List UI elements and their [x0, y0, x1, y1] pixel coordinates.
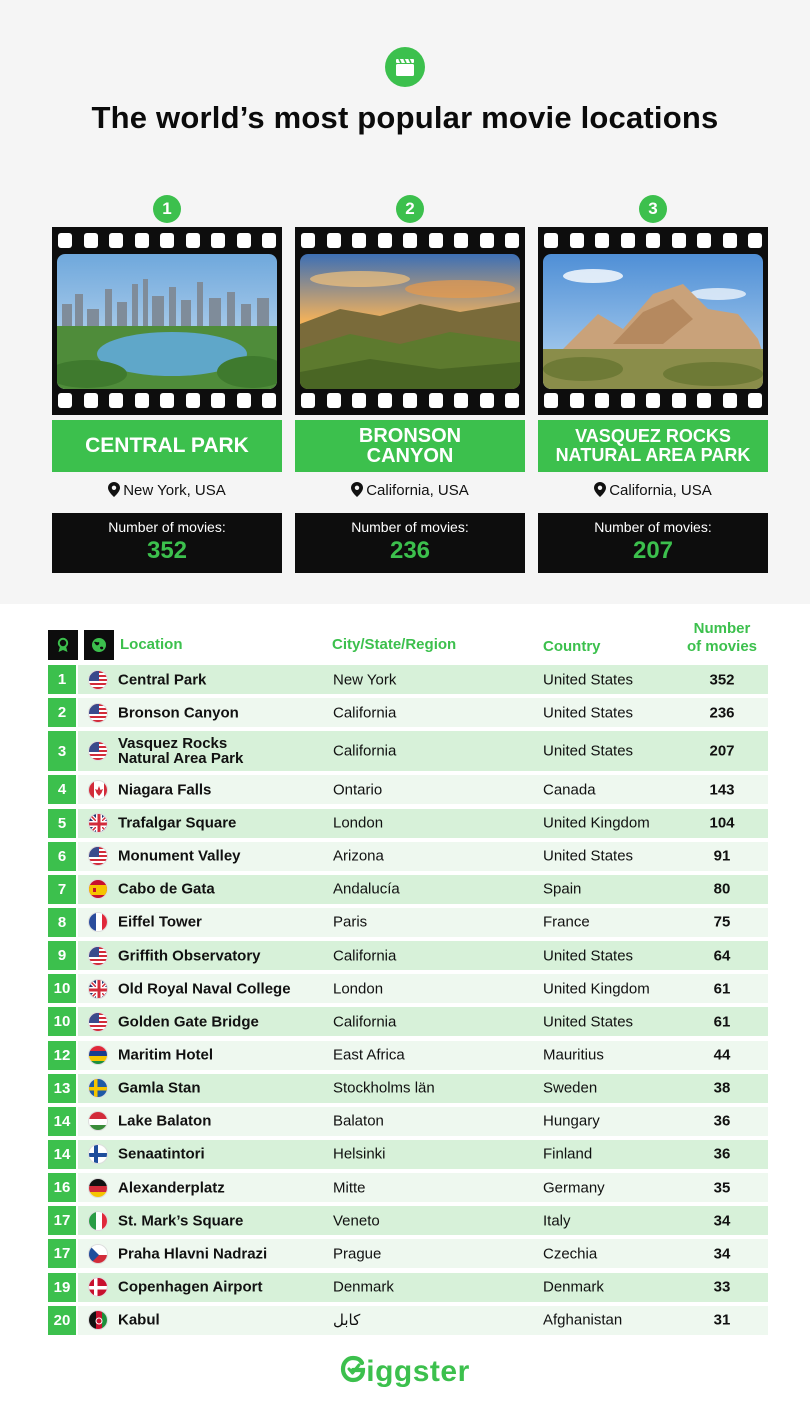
city-cell: Denmark — [333, 1278, 394, 1296]
location-name-line: Alexanderplatz — [118, 1179, 225, 1197]
city-cell: Paris — [333, 913, 368, 931]
location-name-line: Lake Balaton — [118, 1112, 212, 1130]
country-cell: United Kingdom — [543, 980, 650, 998]
table-row — [48, 1306, 768, 1335]
header-movies — [672, 620, 772, 656]
table-row — [48, 974, 768, 1003]
location-name-line: Eiffel Tower — [118, 913, 202, 931]
location-name-banner — [52, 420, 282, 472]
uk-flag-icon — [88, 813, 108, 833]
table-row — [48, 1074, 768, 1103]
rank-cell: 7 — [48, 875, 76, 904]
hungary-flag-icon — [88, 1111, 108, 1131]
location-name-line: Copenhagen Airport — [118, 1278, 263, 1296]
location-line — [538, 482, 768, 499]
count-value: 236 — [389, 537, 431, 564]
spain-flag-icon — [88, 879, 108, 899]
rank-cell: 14 — [48, 1107, 76, 1136]
us-flag-icon — [88, 1012, 108, 1032]
location-cell — [118, 981, 291, 996]
rank-cell: 8 — [48, 908, 76, 937]
location-cell — [118, 816, 236, 831]
table-header — [0, 618, 810, 662]
location-cell — [118, 1246, 267, 1261]
award-ribbon-icon — [48, 630, 78, 660]
rank-cell: 17 — [48, 1239, 76, 1268]
location-line — [295, 482, 525, 499]
movies-cell: 352 — [709, 671, 735, 688]
city-cell: California — [333, 704, 397, 722]
central-park-photo — [57, 254, 277, 389]
rank-cell: 10 — [48, 974, 76, 1003]
table-row — [48, 809, 768, 838]
rank-cell: 14 — [48, 1140, 76, 1169]
city-cell: Stockholms län — [333, 1079, 435, 1097]
czech-flag-icon — [88, 1244, 108, 1264]
movies-cell: 31 — [713, 1311, 731, 1329]
country-cell: United Kingdom — [543, 814, 650, 832]
location-name-line: Central Park — [118, 671, 207, 688]
movies-cell: 104 — [709, 814, 735, 832]
movies-cell: 207 — [709, 742, 735, 760]
country-cell: Mauritius — [543, 1046, 604, 1064]
count-value: 207 — [632, 537, 674, 564]
rank-cell: 6 — [48, 842, 76, 871]
location-name-line: Vasquez Rocks — [118, 735, 228, 753]
country-cell: Germany — [543, 1179, 605, 1197]
city-cell: East Africa — [333, 1046, 405, 1064]
movie-count-box — [52, 513, 282, 573]
city-cell: Andalucía — [333, 880, 400, 898]
location-cell — [118, 1048, 213, 1063]
uk-flag-icon — [88, 979, 108, 999]
location-name-line: Old Royal Naval College — [118, 980, 291, 998]
ranking-table — [48, 665, 768, 1339]
table-row — [48, 941, 768, 970]
location-cell — [118, 1147, 205, 1162]
table-row — [48, 908, 768, 937]
table-row — [48, 698, 768, 727]
location-line — [52, 482, 282, 499]
movies-cell: 35 — [713, 1179, 731, 1197]
location-name-line: CENTRAL PARK — [85, 434, 249, 457]
page-title: The world’s most popular movie locations — [91, 100, 719, 135]
location-text: California, USA — [609, 482, 712, 499]
country-cell: Denmark — [543, 1278, 604, 1296]
film-strip — [538, 227, 768, 415]
location-name-line: Cabo de Gata — [118, 880, 215, 898]
country-cell: United States — [543, 847, 634, 865]
movies-cell: 36 — [713, 1112, 731, 1130]
location-name-line: VASQUEZ ROCKS — [575, 426, 731, 446]
table-row — [48, 1206, 768, 1235]
country-cell: Italy — [543, 1212, 571, 1230]
rank-cell: 3 — [48, 731, 76, 771]
italy-flag-icon — [88, 1211, 108, 1231]
film-strip — [52, 227, 282, 415]
movie-count-box — [295, 513, 525, 573]
rank-cell: 16 — [48, 1173, 76, 1202]
bronson-canyon-photo — [300, 254, 520, 389]
location-name-line: Monument Valley — [118, 847, 241, 865]
rank-cell: 17 — [48, 1206, 76, 1235]
rank-cell: 10 — [48, 1007, 76, 1036]
us-flag-icon — [88, 946, 108, 966]
us-flag-icon — [88, 703, 108, 723]
header-country: Country — [543, 638, 601, 655]
table-row — [48, 775, 768, 804]
location-name-line: CANYON — [366, 445, 454, 467]
movies-cell: 61 — [713, 980, 731, 998]
location-name-line: Bronson Canyon — [118, 704, 239, 722]
rank-cell: 4 — [48, 775, 76, 804]
country-cell: Czechia — [543, 1245, 598, 1263]
city-cell: Veneto — [333, 1212, 380, 1230]
sweden-flag-icon — [88, 1078, 108, 1098]
table-row — [48, 1007, 768, 1036]
location-cell — [118, 1014, 259, 1029]
count-label: Number of movies: — [594, 519, 712, 535]
header-city: City/State/Region — [332, 636, 457, 653]
location-cell — [118, 1313, 160, 1328]
location-cell — [118, 705, 239, 720]
location-cell — [118, 782, 211, 797]
france-flag-icon — [88, 912, 108, 932]
location-name-line: BRONSON — [358, 425, 462, 447]
movies-cell: 143 — [709, 781, 735, 799]
location-name-line: Gamla Stan — [118, 1079, 201, 1097]
city-cell: Mitte — [333, 1179, 366, 1197]
table-row — [48, 1041, 768, 1070]
us-flag-icon — [88, 846, 108, 866]
location-cell — [118, 849, 241, 864]
location-cell — [118, 1180, 225, 1195]
movies-cell: 38 — [713, 1079, 731, 1097]
rank-badge: 2 — [396, 195, 424, 223]
rank-badge: 3 — [639, 195, 667, 223]
country-cell: Spain — [543, 880, 582, 898]
location-name-line: Griffith Observatory — [118, 947, 261, 965]
brand-logo — [0, 1355, 810, 1389]
header-movies-line: of movies — [686, 638, 758, 655]
map-pin-icon — [351, 482, 363, 497]
country-cell: Finland — [543, 1145, 593, 1163]
header-location: Location — [120, 636, 183, 653]
country-cell: Hungary — [543, 1112, 600, 1130]
denmark-flag-icon — [88, 1277, 108, 1297]
country-cell: Sweden — [543, 1079, 598, 1097]
table-row — [48, 1107, 768, 1136]
rank-badge: 1 — [153, 195, 181, 223]
country-cell: Afghanistan — [543, 1311, 623, 1329]
movies-cell: 80 — [713, 880, 731, 898]
location-name-line: Maritim Hotel — [118, 1046, 214, 1064]
location-name-line: Golden Gate Bridge — [118, 1013, 259, 1031]
country-cell: France — [543, 913, 590, 931]
brand-wordmark: iggster — [366, 1355, 470, 1388]
finland-flag-icon — [88, 1144, 108, 1164]
location-name-banner — [295, 420, 525, 472]
country-cell: United States — [543, 742, 634, 760]
country-cell: United States — [543, 671, 634, 688]
rank-cell: 9 — [48, 941, 76, 970]
afghanistan-flag-icon — [88, 1310, 108, 1330]
location-name-line: NATURAL AREA PARK — [555, 445, 751, 465]
rank-cell: 5 — [48, 809, 76, 838]
giggster-g-icon — [340, 1355, 366, 1385]
location-cell — [118, 948, 261, 963]
movies-cell: 33 — [713, 1278, 731, 1296]
city-cell: Balaton — [333, 1112, 384, 1130]
count-label: Number of movies: — [108, 519, 226, 535]
location-cell — [118, 1213, 243, 1228]
location-cell — [118, 1280, 262, 1295]
film-strip — [295, 227, 525, 415]
location-cell — [118, 1081, 201, 1096]
map-pin-icon — [108, 482, 120, 497]
location-text: New York, USA — [123, 482, 226, 499]
us-flag-icon — [88, 741, 108, 761]
movies-cell: 236 — [709, 704, 735, 722]
city-cell: Ontario — [333, 781, 383, 799]
clapperboard-icon — [385, 47, 425, 87]
location-name-line: Natural Area Park — [118, 750, 244, 768]
movies-cell: 34 — [713, 1245, 731, 1263]
row-band — [78, 1306, 768, 1335]
count-label: Number of movies: — [351, 519, 469, 535]
location-name-line: Trafalgar Square — [118, 814, 237, 832]
location-name-banner — [538, 420, 768, 472]
city-cell: کابل — [333, 1312, 361, 1330]
movies-cell: 36 — [713, 1145, 731, 1163]
mauritius-flag-icon — [88, 1045, 108, 1065]
vasquez-rocks-photo — [543, 254, 763, 389]
location-cell — [118, 1114, 211, 1129]
table-row — [48, 665, 768, 694]
location-name-line: Senaatintori — [118, 1145, 205, 1163]
location-cell — [118, 915, 202, 930]
rank-cell: 20 — [48, 1306, 76, 1335]
canada-flag-icon — [88, 780, 108, 800]
country-cell: United States — [543, 704, 634, 722]
city-cell: California — [333, 1013, 397, 1031]
city-cell: New York — [333, 671, 397, 688]
city-cell: California — [333, 742, 397, 760]
movies-cell: 64 — [713, 947, 731, 965]
country-cell: Canada — [543, 781, 596, 799]
rank-cell: 12 — [48, 1041, 76, 1070]
table-row — [48, 842, 768, 871]
location-cell — [118, 736, 243, 766]
location-name-line: St. Mark’s Square — [118, 1212, 244, 1230]
rank-cell: 1 — [48, 665, 76, 694]
table-row — [48, 1273, 768, 1302]
city-cell: California — [333, 947, 397, 965]
movies-cell: 75 — [713, 913, 731, 931]
table-row — [48, 1140, 768, 1169]
movies-cell: 44 — [713, 1046, 731, 1064]
country-cell: United States — [543, 1013, 634, 1031]
location-text: California, USA — [366, 482, 469, 499]
globe-icon — [84, 630, 114, 660]
table-row — [48, 1173, 768, 1202]
location-cell — [118, 882, 215, 897]
germany-flag-icon — [88, 1178, 108, 1198]
location-name-line: Kabul — [118, 1311, 160, 1329]
location-cell — [118, 672, 206, 687]
rank-cell: 19 — [48, 1273, 76, 1302]
movies-cell: 61 — [713, 1013, 731, 1031]
table-row — [48, 875, 768, 904]
movies-cell: 91 — [713, 847, 731, 865]
city-cell: Arizona — [333, 847, 384, 865]
table-row — [48, 1239, 768, 1268]
city-cell: Prague — [333, 1245, 382, 1263]
table-row — [48, 731, 768, 771]
us-flag-icon — [88, 670, 108, 690]
rank-cell: 2 — [48, 698, 76, 727]
hero-section — [0, 0, 810, 604]
count-value: 352 — [146, 537, 188, 564]
map-pin-icon — [594, 482, 606, 497]
country-cell: United States — [543, 947, 634, 965]
city-cell: Helsinki — [333, 1145, 386, 1163]
rank-cell: 13 — [48, 1074, 76, 1103]
header-movies-line: Number — [693, 620, 751, 637]
city-cell: London — [333, 814, 384, 832]
movies-cell: 34 — [713, 1212, 731, 1230]
location-name-line: Niagara Falls — [118, 781, 212, 799]
city-cell: London — [333, 980, 384, 998]
movie-count-box — [538, 513, 768, 573]
location-name-line: Praha Hlavni Nadrazi — [118, 1245, 268, 1263]
